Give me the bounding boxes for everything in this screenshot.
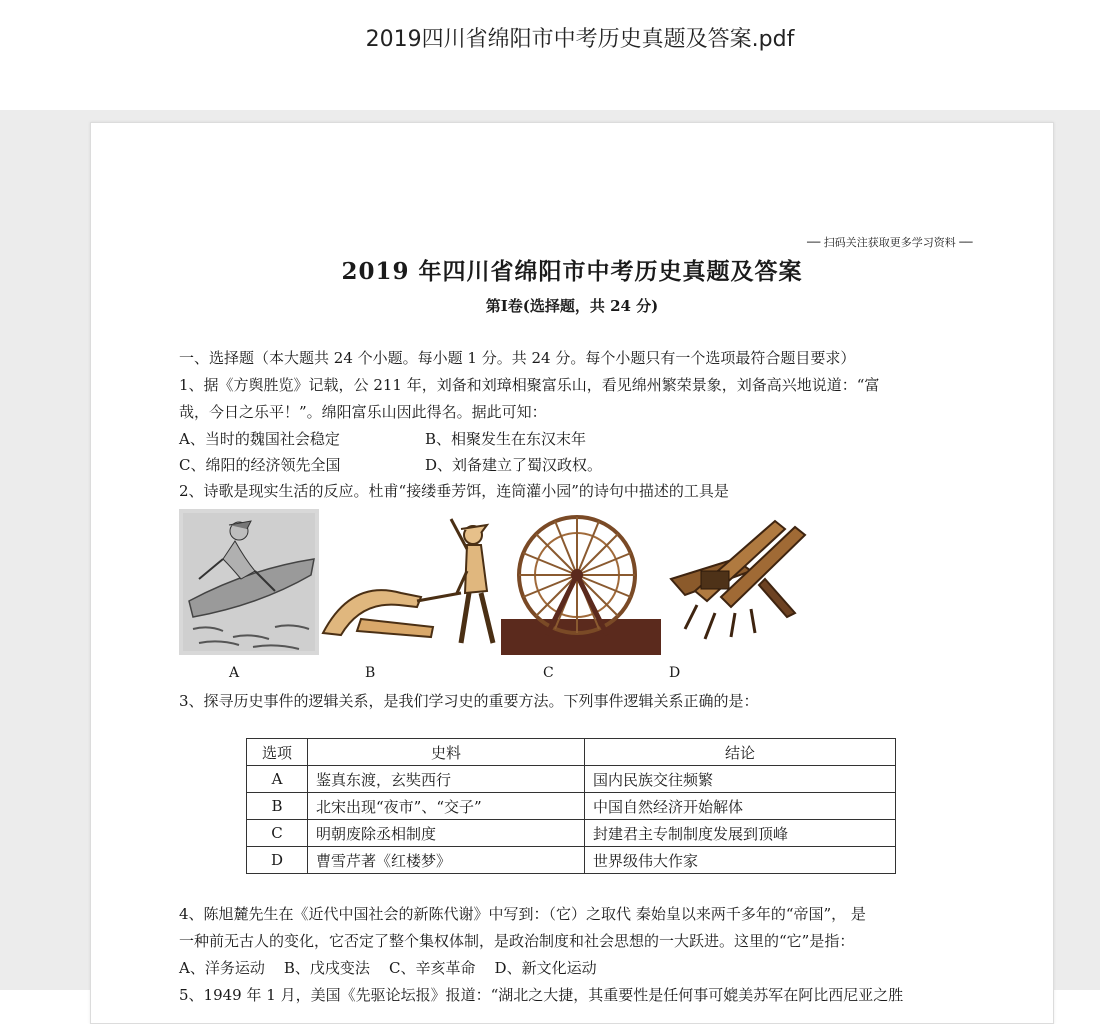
q1-option-b: B、相聚发生在东汉末年: [425, 430, 587, 448]
table-cell-option: A: [247, 766, 308, 793]
table-cell-conclusion: 中国自然经济开始解体: [585, 793, 896, 820]
q1-option-d: D、刘备建立了蜀汉政权。: [425, 456, 603, 474]
figure-c-label: C: [543, 665, 554, 681]
q4-text-line2: 一种前无古人的变化，它否定了整个集权体制，是政治制度和社会思想的一大跃进。这里的“它”是指：: [179, 932, 855, 950]
table-cell-option: B: [247, 793, 308, 820]
document-file-title: 2019四川省绵阳市中考历史真题及答案.pdf: [365, 27, 795, 52]
table-row: [247, 766, 896, 793]
figure-b-plough-image: [321, 509, 499, 655]
figure-d-treadle-image: [665, 509, 815, 655]
table-row: [247, 820, 896, 847]
table-cell-source: 鉴真东渡，玄奘西行: [308, 766, 585, 793]
table-cell-source: 曹雪芹著《红楼梦》: [308, 847, 585, 874]
figure-a-label: A: [229, 665, 240, 681]
viewer-header: [0, 0, 1100, 110]
q1-text-line2: 哉，今日之乐平！”。绵阳富乐山因此得名。据此可知：: [179, 403, 547, 421]
table-cell-source: 明朝废除丞相制度: [308, 820, 585, 847]
table-header-row: [247, 739, 896, 766]
table-cell-conclusion: 国内民族交往频繁: [585, 766, 896, 793]
table-header-option: 选项: [247, 739, 308, 766]
table-row: [247, 793, 896, 820]
table-row: [247, 847, 896, 874]
table-cell-conclusion: 封建君主专制制度发展到顶峰: [585, 820, 896, 847]
table-header-source: 史料: [308, 739, 585, 766]
q3-table: [246, 738, 896, 874]
volume-title: 第Ⅰ卷(选择题，共 24 分): [485, 297, 659, 315]
table-cell-source: 北宋出现“夜市”、“交子”: [308, 793, 585, 820]
q5-text-partial: 5、1949 年 1 月，美国《先驱论坛报》报道：“湖北之大捷，其重要性是任何事可媲美苏军在阿比西尼亚之胜: [179, 986, 904, 1004]
table-cell-conclusion: 世界级伟大作家: [585, 847, 896, 874]
table-cell-option: D: [247, 847, 308, 874]
figure-a-fishing-image: [179, 509, 319, 655]
q2-text: 2、诗歌是现实生活的反应。杜甫“接缕垂芳饵，连筒灌小园”的诗句中描述的工具是: [179, 482, 729, 500]
q1-option-c: C、绵阳的经济领先全国: [179, 456, 341, 474]
section-heading: 一、选择题（本大题共 24 个小题。每小题 1 分。共 24 分。每个小题只有一个选项最符合题目要求）: [179, 349, 856, 367]
table-cell-option: C: [247, 820, 308, 847]
exam-title: 2019 年四川省绵阳市中考历史真题及答案: [341, 258, 803, 285]
q4-options: A、洋务运动 B、戊戌变法 C、辛亥革命 D、新文化运动: [179, 959, 597, 977]
table-header-conclusion: 结论: [585, 739, 896, 766]
document-viewer[interactable]: [0, 110, 1100, 1004]
figure-c-waterwheel-image: [501, 509, 661, 655]
q1-option-a: A、当时的魏国社会稳定: [179, 430, 340, 448]
q1-text-line1: 1、据《方舆胜览》记载，公 211 年，刘备和刘璋相聚富乐山，看见绵州繁荣景象，刘备高兴地说道：“富: [179, 376, 880, 394]
figure-b-label: B: [365, 665, 376, 681]
figure-d-label: D: [669, 665, 681, 681]
pdf-page: [90, 122, 1054, 1024]
promo-text: ── 扫码关注获取更多学习资料 ──: [807, 236, 973, 249]
q4-text-line1: 4、陈旭麓先生在《近代中国社会的新陈代谢》中写到：（它）之取代 秦始皇以来两千多年的“帝国”， 是: [179, 905, 866, 923]
q3-text: 3、探寻历史事件的逻辑关系，是我们学习史的重要方法。下列事件逻辑关系正确的是：: [179, 692, 759, 710]
